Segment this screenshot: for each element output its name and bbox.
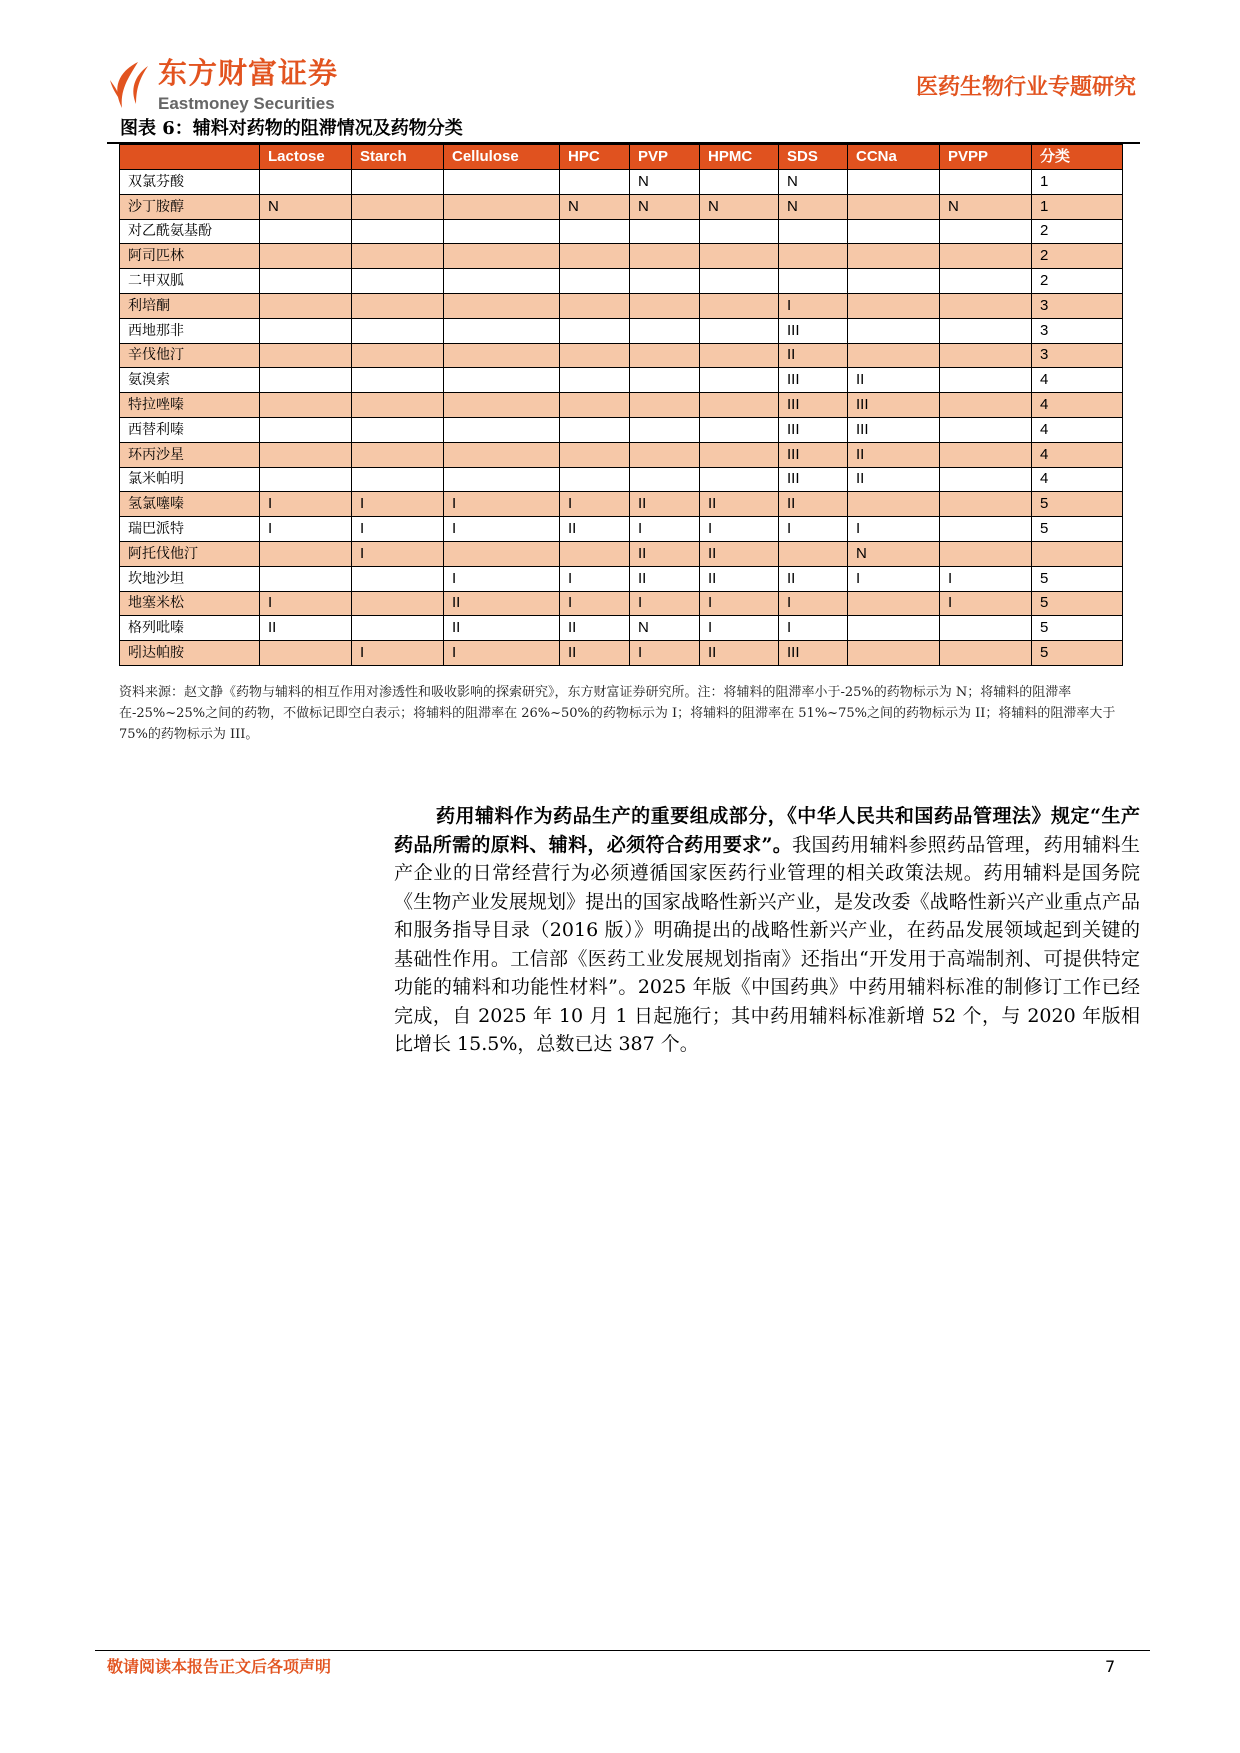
- table-cell: 5: [1032, 492, 1123, 517]
- table-cell: [848, 293, 940, 318]
- table-cell: II: [848, 442, 940, 467]
- table-cell: [444, 318, 560, 343]
- table-cell: [560, 170, 630, 195]
- table-cell: II: [560, 641, 630, 666]
- table-cell: [940, 343, 1032, 368]
- table-cell: [352, 293, 444, 318]
- table-cell: [940, 244, 1032, 269]
- table-cell: N: [700, 194, 779, 219]
- table-cell: [940, 368, 1032, 393]
- table-cell: 5: [1032, 641, 1123, 666]
- table-cell: [940, 170, 1032, 195]
- table-cell: [560, 244, 630, 269]
- table-row: [120, 293, 1123, 318]
- drug-name-cell: 氢氯噻嗪: [120, 492, 260, 517]
- table-row: [120, 318, 1123, 343]
- table-row: [120, 517, 1123, 542]
- drug-name-cell: 辛伐他汀: [120, 343, 260, 368]
- table-cell: III: [779, 417, 848, 442]
- drug-name-cell: 氨溴索: [120, 368, 260, 393]
- table-cell: [260, 293, 352, 318]
- column-header: SDS: [779, 145, 848, 170]
- table-cell: [444, 417, 560, 442]
- logo-chinese-name: 东方财富证券: [158, 56, 339, 90]
- drug-name-cell: 利培酮: [120, 293, 260, 318]
- table-cell: [444, 269, 560, 294]
- drug-name-cell: 二甲双胍: [120, 269, 260, 294]
- footer-disclaimer: 敬请阅读本报告正文后各项声明: [107, 1657, 332, 1676]
- table-cell: II: [560, 517, 630, 542]
- table-cell: [700, 269, 779, 294]
- table-cell: I: [779, 293, 848, 318]
- company-logo: [108, 56, 378, 118]
- table-cell: [700, 318, 779, 343]
- table-cell: [700, 219, 779, 244]
- table-cell: [630, 244, 700, 269]
- table-cell: [352, 343, 444, 368]
- table-cell: II: [700, 641, 779, 666]
- table-cell: N: [779, 194, 848, 219]
- table-cell: [560, 293, 630, 318]
- table-cell: [260, 170, 352, 195]
- table-cell: I: [779, 616, 848, 641]
- table-cell: [260, 318, 352, 343]
- table-cell: [352, 368, 444, 393]
- table-cell: [1032, 541, 1123, 566]
- table-cell: [352, 219, 444, 244]
- table-cell: I: [630, 517, 700, 542]
- column-header: CCNa: [848, 145, 940, 170]
- table-cell: II: [260, 616, 352, 641]
- table-cell: I: [700, 517, 779, 542]
- table-cell: I: [352, 641, 444, 666]
- drug-name-cell: 吲达帕胺: [120, 641, 260, 666]
- table-cell: [444, 244, 560, 269]
- table-cell: I: [352, 517, 444, 542]
- table-cell: [260, 269, 352, 294]
- page-number: 7: [1105, 1657, 1116, 1676]
- table-cell: [848, 616, 940, 641]
- column-header: HPC: [560, 145, 630, 170]
- table-cell: [700, 393, 779, 418]
- table-cell: [940, 442, 1032, 467]
- table-cell: [352, 417, 444, 442]
- table-cell: [940, 417, 1032, 442]
- table-cell: II: [848, 368, 940, 393]
- table-cell: [444, 368, 560, 393]
- table-cell: [260, 467, 352, 492]
- drug-name-cell: 格列吡嗪: [120, 616, 260, 641]
- table-cell: [444, 442, 560, 467]
- table-cell: 4: [1032, 442, 1123, 467]
- table-cell: [700, 343, 779, 368]
- table-cell: [700, 467, 779, 492]
- table-cell: [848, 343, 940, 368]
- drug-name-cell: 坎地沙坦: [120, 566, 260, 591]
- table-cell: 4: [1032, 467, 1123, 492]
- table-cell: [940, 318, 1032, 343]
- table-cell: I: [260, 591, 352, 616]
- table-cell: [560, 219, 630, 244]
- table-cell: II: [848, 467, 940, 492]
- table-cell: III: [779, 641, 848, 666]
- table-row: [120, 591, 1123, 616]
- table-cell: II: [560, 616, 630, 641]
- table-cell: II: [630, 492, 700, 517]
- table-cell: 4: [1032, 417, 1123, 442]
- table-row: [120, 616, 1123, 641]
- table-cell: [700, 170, 779, 195]
- table-cell: [560, 368, 630, 393]
- column-header: Lactose: [260, 145, 352, 170]
- figure-source-note: 资料来源：赵文静《药物与辅料的相互作用对渗透性和吸收影响的探索研究》，东方财富证券研究所。注：将辅料的阻滞率小于-25%的药物标示为 N；将辅料的阻滞率在-25%~25%之间的药物，不做标记即空白表示；将辅料的阻滞率在 26%~50%的药物标示为 I；将辅料的阻滞率在 51%~75%之间的药物标示为 II；将辅料的阻滞率大于 75%的药物标示为 III。: [119, 685, 1116, 742]
- drug-name-cell: 阿托伐他汀: [120, 541, 260, 566]
- table-cell: [940, 269, 1032, 294]
- table-cell: [560, 417, 630, 442]
- table-cell: [560, 269, 630, 294]
- column-header: PVPP: [940, 145, 1032, 170]
- table-cell: I: [352, 492, 444, 517]
- table-cell: [940, 641, 1032, 666]
- table-row: [120, 244, 1123, 269]
- table-cell: [260, 219, 352, 244]
- table-cell: 5: [1032, 517, 1123, 542]
- table-cell: [940, 492, 1032, 517]
- table-cell: I: [940, 566, 1032, 591]
- table-cell: II: [444, 591, 560, 616]
- table-cell: [940, 219, 1032, 244]
- table-cell: [779, 269, 848, 294]
- table-cell: 2: [1032, 219, 1123, 244]
- table-row: [120, 343, 1123, 368]
- drug-name-cell: 阿司匹林: [120, 244, 260, 269]
- table-row: [120, 566, 1123, 591]
- table-cell: [700, 244, 779, 269]
- table-cell: [444, 541, 560, 566]
- table-cell: I: [940, 591, 1032, 616]
- table-cell: [940, 393, 1032, 418]
- table-cell: N: [779, 170, 848, 195]
- table-cell: [700, 293, 779, 318]
- table-cell: [444, 219, 560, 244]
- table-row: [120, 541, 1123, 566]
- table-cell: 5: [1032, 566, 1123, 591]
- table-cell: [940, 541, 1032, 566]
- table-cell: [630, 368, 700, 393]
- table-cell: II: [444, 616, 560, 641]
- table-row: [120, 170, 1123, 195]
- drug-name-cell: 西地那非: [120, 318, 260, 343]
- table-cell: III: [779, 467, 848, 492]
- table-cell: [260, 566, 352, 591]
- table-cell: I: [779, 517, 848, 542]
- table-cell: [352, 194, 444, 219]
- column-header: [120, 145, 260, 170]
- table-cell: [848, 194, 940, 219]
- table-cell: 1: [1032, 194, 1123, 219]
- table-cell: [848, 269, 940, 294]
- table-row: [120, 641, 1123, 666]
- table-cell: II: [779, 343, 848, 368]
- table-cell: [260, 244, 352, 269]
- table-cell: [848, 244, 940, 269]
- table-cell: [630, 318, 700, 343]
- figure-title: 图表 6：辅料对药物的阻滞情况及药物分类: [120, 118, 463, 139]
- table-cell: [352, 566, 444, 591]
- paragraph-lead: 药用辅料作为药品生产的重要组成部分，《中华人民共和国药品管理法》规定“生产药品所需的原料、辅料，必须符合药用要求”。: [394, 805, 1140, 856]
- table-cell: N: [848, 541, 940, 566]
- table-cell: I: [630, 591, 700, 616]
- drug-name-cell: 沙丁胺醇: [120, 194, 260, 219]
- table-row: [120, 269, 1123, 294]
- table-row: [120, 417, 1123, 442]
- table-cell: II: [700, 566, 779, 591]
- table-row: [120, 393, 1123, 418]
- table-cell: 3: [1032, 343, 1123, 368]
- table-cell: II: [630, 566, 700, 591]
- table-cell: II: [700, 541, 779, 566]
- table-cell: 4: [1032, 393, 1123, 418]
- table-cell: I: [352, 541, 444, 566]
- logo-english-name: Eastmoney Securities: [158, 94, 335, 113]
- table-cell: 3: [1032, 318, 1123, 343]
- table-cell: 3: [1032, 293, 1123, 318]
- table-cell: [352, 318, 444, 343]
- table-cell: I: [444, 566, 560, 591]
- report-type: 医药生物行业专题研究: [915, 75, 1136, 100]
- table-cell: 1: [1032, 170, 1123, 195]
- table-cell: [444, 343, 560, 368]
- table-cell: II: [630, 541, 700, 566]
- table-cell: I: [560, 566, 630, 591]
- table-cell: 5: [1032, 616, 1123, 641]
- table-cell: III: [779, 318, 848, 343]
- table-cell: I: [444, 492, 560, 517]
- paragraph-text: 我国药用辅料参照药品管理，药用辅料生产企业的日常经营行为必须遵循国家医药行业管理的相关政策法规。药用辅料是国务院《生物产业发展规划》提出的国家战略性新兴产业，是发改委《战略性新兴产业重点产品和服务指导目录（2016 版）》明确提出的战略性新兴产业，在药品发展领域起到关键的基础性作用。工信部《医药工业发展规划指南》还指出“开发用于高端制剂、可提供特定功能的辅料和功能性材料”。2025 年版《中国药典》中药用辅料标准的制修订工作已经完成，自 2025 年 10 月 1 日起施行；其中药用辅料标准新增 52 个，与 2020 年版相比增长 15.5%，总数已达 387 个。: [394, 833, 1140, 1055]
- column-header: Cellulose: [444, 145, 560, 170]
- table-cell: [444, 170, 560, 195]
- table-row: [120, 442, 1123, 467]
- drug-name-cell: 瑞巴派特: [120, 517, 260, 542]
- table-cell: I: [848, 517, 940, 542]
- table-cell: [260, 343, 352, 368]
- drug-name-cell: 对乙酰氨基酚: [120, 219, 260, 244]
- table-cell: [260, 541, 352, 566]
- table-cell: [352, 269, 444, 294]
- table-cell: [444, 393, 560, 418]
- table-cell: [940, 616, 1032, 641]
- table-cell: 4: [1032, 368, 1123, 393]
- column-header: Starch: [352, 145, 444, 170]
- table-cell: [352, 170, 444, 195]
- table-cell: [940, 467, 1032, 492]
- table-cell: [848, 641, 940, 666]
- table-cell: [940, 293, 1032, 318]
- drug-name-cell: 西替利嗪: [120, 417, 260, 442]
- column-header: HPMC: [700, 145, 779, 170]
- table-cell: [779, 219, 848, 244]
- table-cell: [352, 591, 444, 616]
- table-cell: III: [779, 442, 848, 467]
- drug-name-cell: 特拉唑嗪: [120, 393, 260, 418]
- table-header-row: [120, 145, 1123, 170]
- table-cell: N: [630, 616, 700, 641]
- table-cell: II: [779, 566, 848, 591]
- table-cell: N: [560, 194, 630, 219]
- table-cell: [630, 393, 700, 418]
- table-cell: [630, 269, 700, 294]
- table-cell: [444, 293, 560, 318]
- table-cell: [260, 442, 352, 467]
- table-cell: I: [630, 641, 700, 666]
- table-row: [120, 368, 1123, 393]
- table-cell: [352, 467, 444, 492]
- table-cell: I: [560, 591, 630, 616]
- table-cell: I: [700, 616, 779, 641]
- table-cell: III: [848, 417, 940, 442]
- table-cell: [260, 641, 352, 666]
- table-cell: [560, 442, 630, 467]
- table-cell: I: [260, 492, 352, 517]
- table-cell: [352, 616, 444, 641]
- table-cell: [260, 417, 352, 442]
- table-cell: [352, 393, 444, 418]
- logo-flame-icon: [108, 60, 150, 110]
- table-cell: III: [779, 393, 848, 418]
- table-cell: I: [779, 591, 848, 616]
- excipient-table: [119, 144, 1123, 666]
- table-cell: II: [779, 492, 848, 517]
- table-cell: [848, 318, 940, 343]
- table-cell: [700, 368, 779, 393]
- drug-name-cell: 地塞米松: [120, 591, 260, 616]
- table-cell: [630, 219, 700, 244]
- table-cell: I: [444, 517, 560, 542]
- table-row: [120, 492, 1123, 517]
- table-cell: 2: [1032, 269, 1123, 294]
- drug-name-cell: 双氯芬酸: [120, 170, 260, 195]
- table-cell: [848, 591, 940, 616]
- table-cell: [560, 467, 630, 492]
- table-cell: I: [260, 517, 352, 542]
- table-cell: N: [260, 194, 352, 219]
- table-cell: [560, 393, 630, 418]
- table-row: [120, 194, 1123, 219]
- table-cell: [260, 393, 352, 418]
- table-cell: 5: [1032, 591, 1123, 616]
- table-cell: [444, 194, 560, 219]
- table-cell: 2: [1032, 244, 1123, 269]
- table-cell: N: [940, 194, 1032, 219]
- table-cell: [848, 170, 940, 195]
- table-cell: [779, 541, 848, 566]
- table-cell: [560, 343, 630, 368]
- table-cell: I: [700, 591, 779, 616]
- table-cell: [444, 467, 560, 492]
- table-cell: [630, 467, 700, 492]
- body-paragraph: [394, 802, 1140, 1059]
- table-cell: [630, 293, 700, 318]
- table-cell: III: [779, 368, 848, 393]
- table-cell: [560, 318, 630, 343]
- table-cell: [260, 368, 352, 393]
- footer-divider: [95, 1650, 1150, 1651]
- table-cell: [560, 541, 630, 566]
- table-cell: [700, 417, 779, 442]
- table-cell: [630, 442, 700, 467]
- drug-name-cell: 氯米帕明: [120, 467, 260, 492]
- table-cell: [630, 343, 700, 368]
- table-cell: [352, 442, 444, 467]
- table-row: [120, 467, 1123, 492]
- table-cell: [940, 517, 1032, 542]
- table-cell: III: [848, 393, 940, 418]
- table-cell: [630, 417, 700, 442]
- table-cell: N: [630, 194, 700, 219]
- table-cell: [779, 244, 848, 269]
- column-header: PVP: [630, 145, 700, 170]
- table-cell: [848, 492, 940, 517]
- table-cell: [352, 244, 444, 269]
- table-cell: N: [630, 170, 700, 195]
- table-cell: [700, 442, 779, 467]
- drug-name-cell: 环丙沙星: [120, 442, 260, 467]
- table-cell: I: [560, 492, 630, 517]
- table-cell: II: [700, 492, 779, 517]
- table-row: [120, 219, 1123, 244]
- table-cell: I: [848, 566, 940, 591]
- table-cell: [848, 219, 940, 244]
- column-header: 分类: [1032, 145, 1123, 170]
- table-cell: I: [444, 641, 560, 666]
